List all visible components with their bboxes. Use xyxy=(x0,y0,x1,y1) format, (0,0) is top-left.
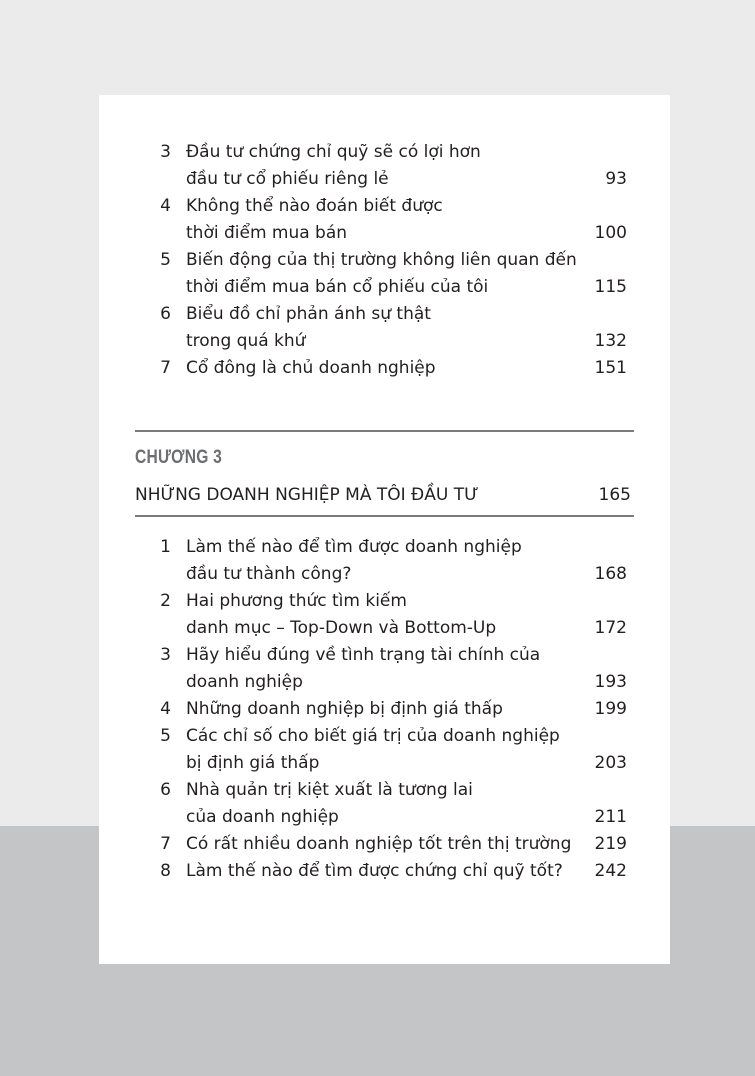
chapter-title-row xyxy=(135,482,634,509)
toc-entry-title: Cổ đông là chủ doanh nghiệp xyxy=(186,358,436,378)
toc-entry-number: 5 xyxy=(160,726,171,746)
toc-section-previous xyxy=(99,139,670,382)
toc-entry-line xyxy=(99,777,670,804)
toc-entry-page: 211 xyxy=(594,807,627,827)
toc-entry xyxy=(99,534,670,588)
toc-entry-title: doanh nghiệp xyxy=(186,672,303,692)
toc-entry-line xyxy=(99,301,670,328)
toc-entry-page: 193 xyxy=(594,672,627,692)
toc-entry-number: 2 xyxy=(160,591,171,611)
toc-entry-page: 115 xyxy=(594,277,627,297)
toc-entry-page: 100 xyxy=(594,223,627,243)
toc-entry-number: 7 xyxy=(160,834,171,854)
toc-entry xyxy=(99,193,670,247)
toc-entry-title: đầu tư thành công? xyxy=(186,564,352,584)
chapter-divider-bottom xyxy=(135,515,634,517)
toc-entry-line xyxy=(99,193,670,220)
toc-entry-number: 3 xyxy=(160,142,171,162)
toc-entry-page: 93 xyxy=(605,169,627,189)
toc-entry-page: 242 xyxy=(594,861,627,881)
toc-entry-line xyxy=(99,750,670,777)
toc-entry-title: thời điểm mua bán cổ phiếu của tôi xyxy=(186,277,489,297)
toc-entry-page: 199 xyxy=(594,699,627,719)
toc-entry-page: 132 xyxy=(594,331,627,351)
toc-entry xyxy=(99,858,670,885)
toc-entry-line xyxy=(99,274,670,301)
toc-entry-line xyxy=(99,534,670,561)
toc-entry xyxy=(99,301,670,355)
toc-entry-number: 4 xyxy=(160,699,171,719)
toc-entry-line xyxy=(99,615,670,642)
toc-entry-page: 168 xyxy=(594,564,627,584)
toc-entry-title: Hãy hiểu đúng về tình trạng tài chính của xyxy=(186,645,541,665)
toc-entry-title: Nhà quản trị kiệt xuất là tương lai xyxy=(186,780,473,800)
toc-entry-line xyxy=(99,588,670,615)
toc-entry xyxy=(99,831,670,858)
toc-entry-line xyxy=(99,355,670,382)
chapter-title: NHỮNG DOANH NGHIỆP MÀ TÔI ĐẦU TƯ xyxy=(135,485,479,505)
toc-entry-line xyxy=(99,642,670,669)
toc-entry-number: 3 xyxy=(160,645,171,665)
toc-entry-page: 172 xyxy=(594,618,627,638)
toc-entry-title: Làm thế nào để tìm được chứng chỉ quỹ tốt? xyxy=(186,861,563,881)
toc-entry-line xyxy=(99,247,670,274)
toc-entry-line xyxy=(99,166,670,193)
toc-entry-line xyxy=(99,723,670,750)
toc-entry-title: danh mục – Top-Down và Bottom-Up xyxy=(186,618,497,638)
toc-entry-page: 219 xyxy=(594,834,627,854)
chapter-divider-top xyxy=(135,430,634,432)
toc-entry-title: thời điểm mua bán xyxy=(186,223,348,243)
toc-entry xyxy=(99,723,670,777)
toc-entry xyxy=(99,777,670,831)
toc-entry-number: 8 xyxy=(160,861,171,881)
toc-entry-title: trong quá khứ xyxy=(186,331,306,351)
toc-entry xyxy=(99,139,670,193)
toc-entry-title: Làm thế nào để tìm được doanh nghiệp xyxy=(186,537,522,557)
toc-entry-title: của doanh nghiệp xyxy=(186,807,339,827)
toc-entry-title: đầu tư cổ phiếu riêng lẻ xyxy=(186,169,389,189)
toc-entry-line xyxy=(99,696,670,723)
toc-entry xyxy=(99,355,670,382)
chapter-label: CHƯƠNG 3 xyxy=(135,447,223,468)
book-page xyxy=(99,95,670,964)
toc-entry-line xyxy=(99,669,670,696)
toc-entry-number: 4 xyxy=(160,196,171,216)
toc-entry-title: Biểu đồ chỉ phản ánh sự thật xyxy=(186,304,431,324)
chapter-page: 165 xyxy=(598,485,631,505)
toc-entry-number: 7 xyxy=(160,358,171,378)
toc-entry-line xyxy=(99,858,670,885)
toc-entry-title: bị định giá thấp xyxy=(186,753,320,773)
toc-entry-line xyxy=(99,831,670,858)
toc-entry-line xyxy=(99,561,670,588)
toc-entry-title: Có rất nhiều doanh nghiệp tốt trên thị trường xyxy=(186,834,572,854)
toc-section-chapter-3 xyxy=(99,534,670,885)
toc-entry-title: Những doanh nghiệp bị định giá thấp xyxy=(186,699,503,719)
toc-entry-title: Hai phương thức tìm kiếm xyxy=(186,591,407,611)
toc-entry-line xyxy=(99,328,670,355)
toc-entry-title: Không thể nào đoán biết được xyxy=(186,196,443,216)
toc-entry xyxy=(99,247,670,301)
toc-entry-title: Biến động của thị trường không liên quan đến xyxy=(186,250,577,270)
toc-entry xyxy=(99,588,670,642)
toc-entry-line xyxy=(99,220,670,247)
toc-entry-line xyxy=(99,139,670,166)
toc-entry-page: 203 xyxy=(594,753,627,773)
toc-entry xyxy=(99,642,670,696)
toc-entry-number: 5 xyxy=(160,250,171,270)
toc-entry-line xyxy=(99,804,670,831)
toc-entry-page: 151 xyxy=(594,358,627,378)
toc-entry-title: Các chỉ số cho biết giá trị của doanh nghiệp xyxy=(186,726,560,746)
toc-entry xyxy=(99,696,670,723)
toc-entry-title: Đầu tư chứng chỉ quỹ sẽ có lợi hơn xyxy=(186,142,481,162)
toc-entry-number: 6 xyxy=(160,304,171,324)
toc-entry-number: 1 xyxy=(160,537,171,557)
toc-entry-number: 6 xyxy=(160,780,171,800)
